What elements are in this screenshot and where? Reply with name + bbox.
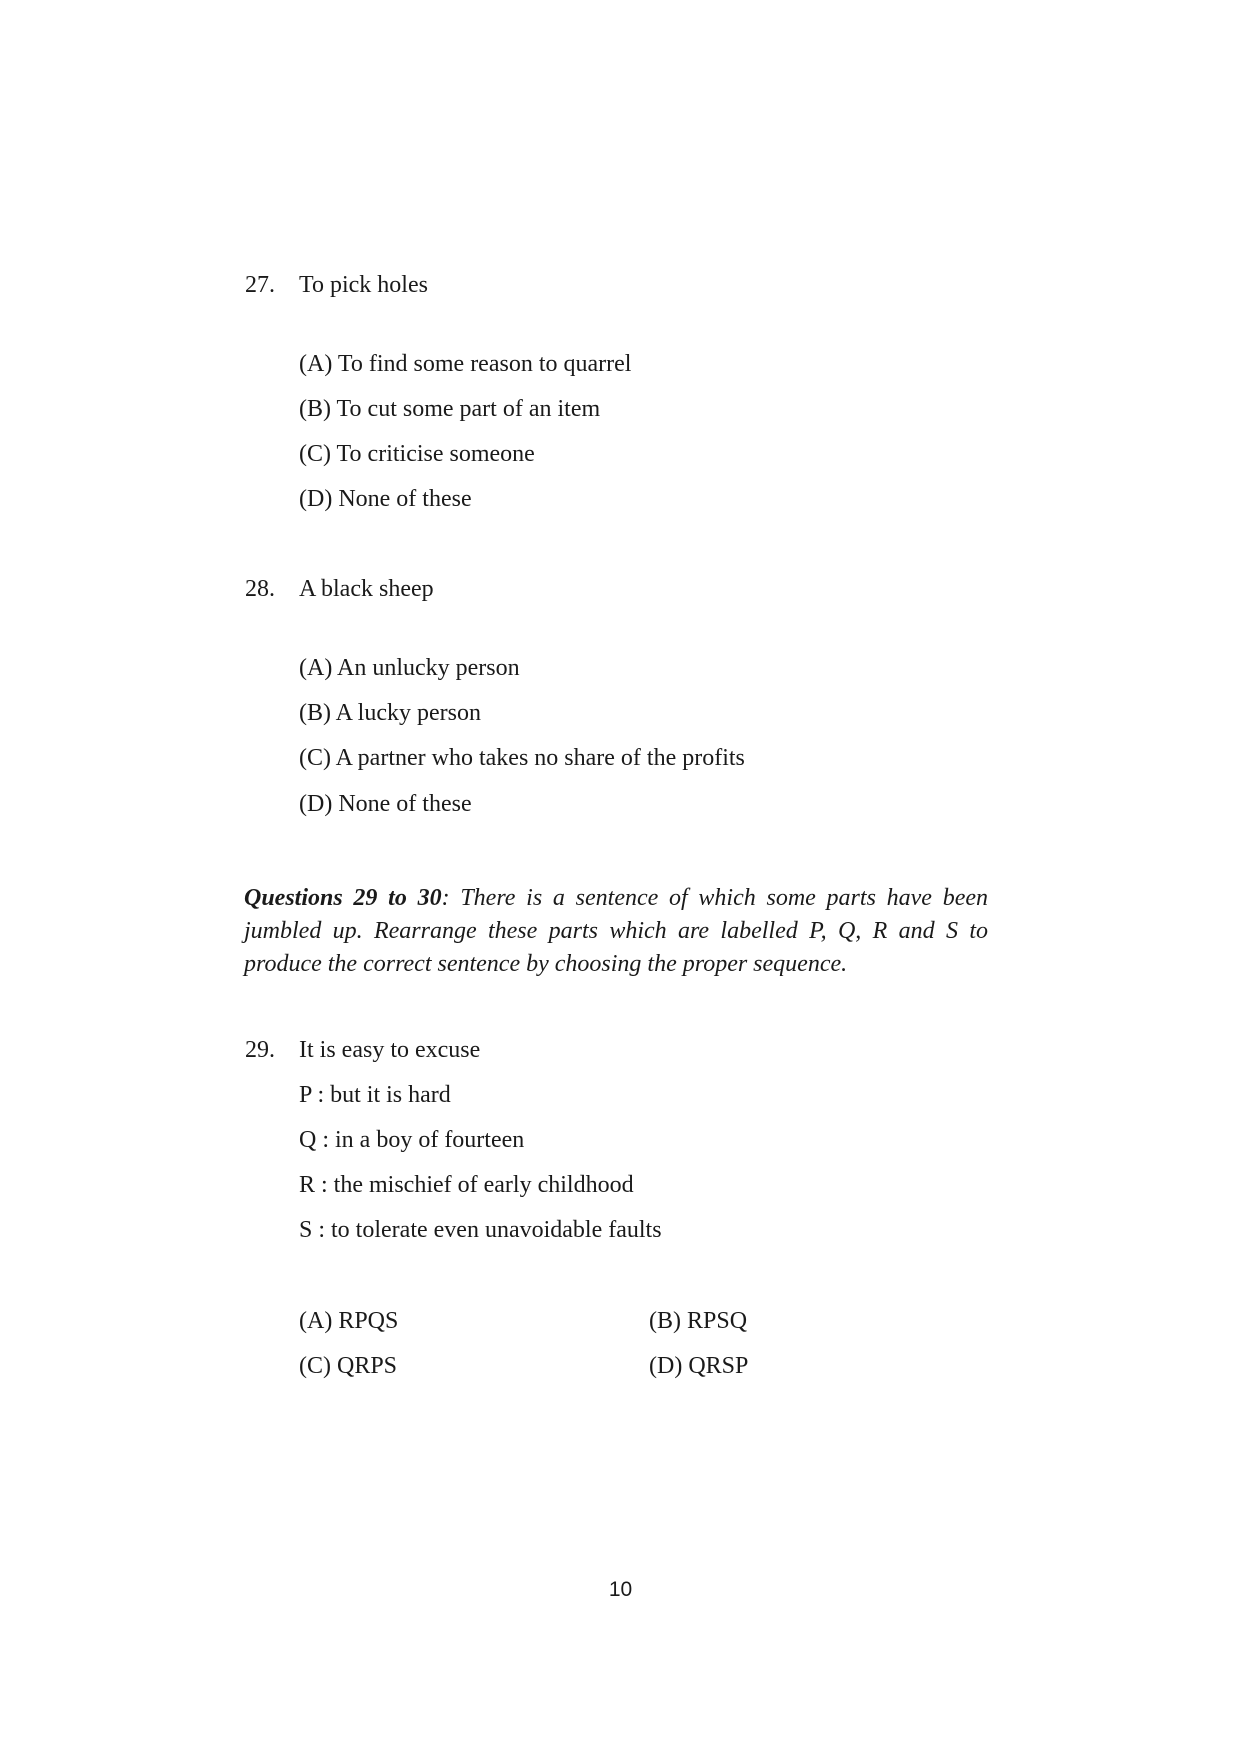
sentence-part-r: R : the mischief of early childhood: [299, 1172, 634, 1198]
option-a: (A) To find some reason to quarrel: [299, 351, 632, 377]
option-d: (D) QRSP: [649, 1353, 749, 1379]
option-d: (D) None of these: [299, 791, 472, 817]
sentence-part-p: P : but it is hard: [299, 1082, 451, 1108]
instructions-heading: Questions 29 to 30: [244, 885, 442, 911]
option-b: (B) A lucky person: [299, 700, 481, 726]
question-number: 29.: [245, 1037, 275, 1063]
question-stem: It is easy to excuse: [299, 1037, 481, 1063]
option-a: (A) An unlucky person: [299, 655, 520, 681]
option-b: (B) RPSQ: [649, 1308, 748, 1334]
option-c: (C) To criticise someone: [299, 441, 535, 467]
option-a: (A) RPQS: [299, 1308, 399, 1334]
option-c: (C) QRPS: [299, 1353, 398, 1379]
option-c: (C) A partner who takes no share of the profits: [299, 745, 745, 771]
instructions-paragraph: [244, 882, 988, 981]
question-stem: To pick holes: [299, 272, 428, 298]
instructions-body: : There is a sentence of which some parts have been jumbled up. Rearrange these parts which are labelled P, Q, R and S to produce the correct sentence by choosing the proper sequence.: [244, 885, 988, 977]
sentence-part-q: Q : in a boy of fourteen: [299, 1127, 525, 1153]
sentence-part-s: S : to tolerate even unavoidable faults: [299, 1217, 662, 1243]
question-number: 27.: [245, 272, 275, 298]
question-stem: A black sheep: [299, 576, 434, 602]
option-b: (B) To cut some part of an item: [299, 396, 601, 422]
page-number: 10: [608, 1578, 633, 1601]
option-d: (D) None of these: [299, 486, 472, 512]
question-number: 28.: [245, 576, 275, 602]
